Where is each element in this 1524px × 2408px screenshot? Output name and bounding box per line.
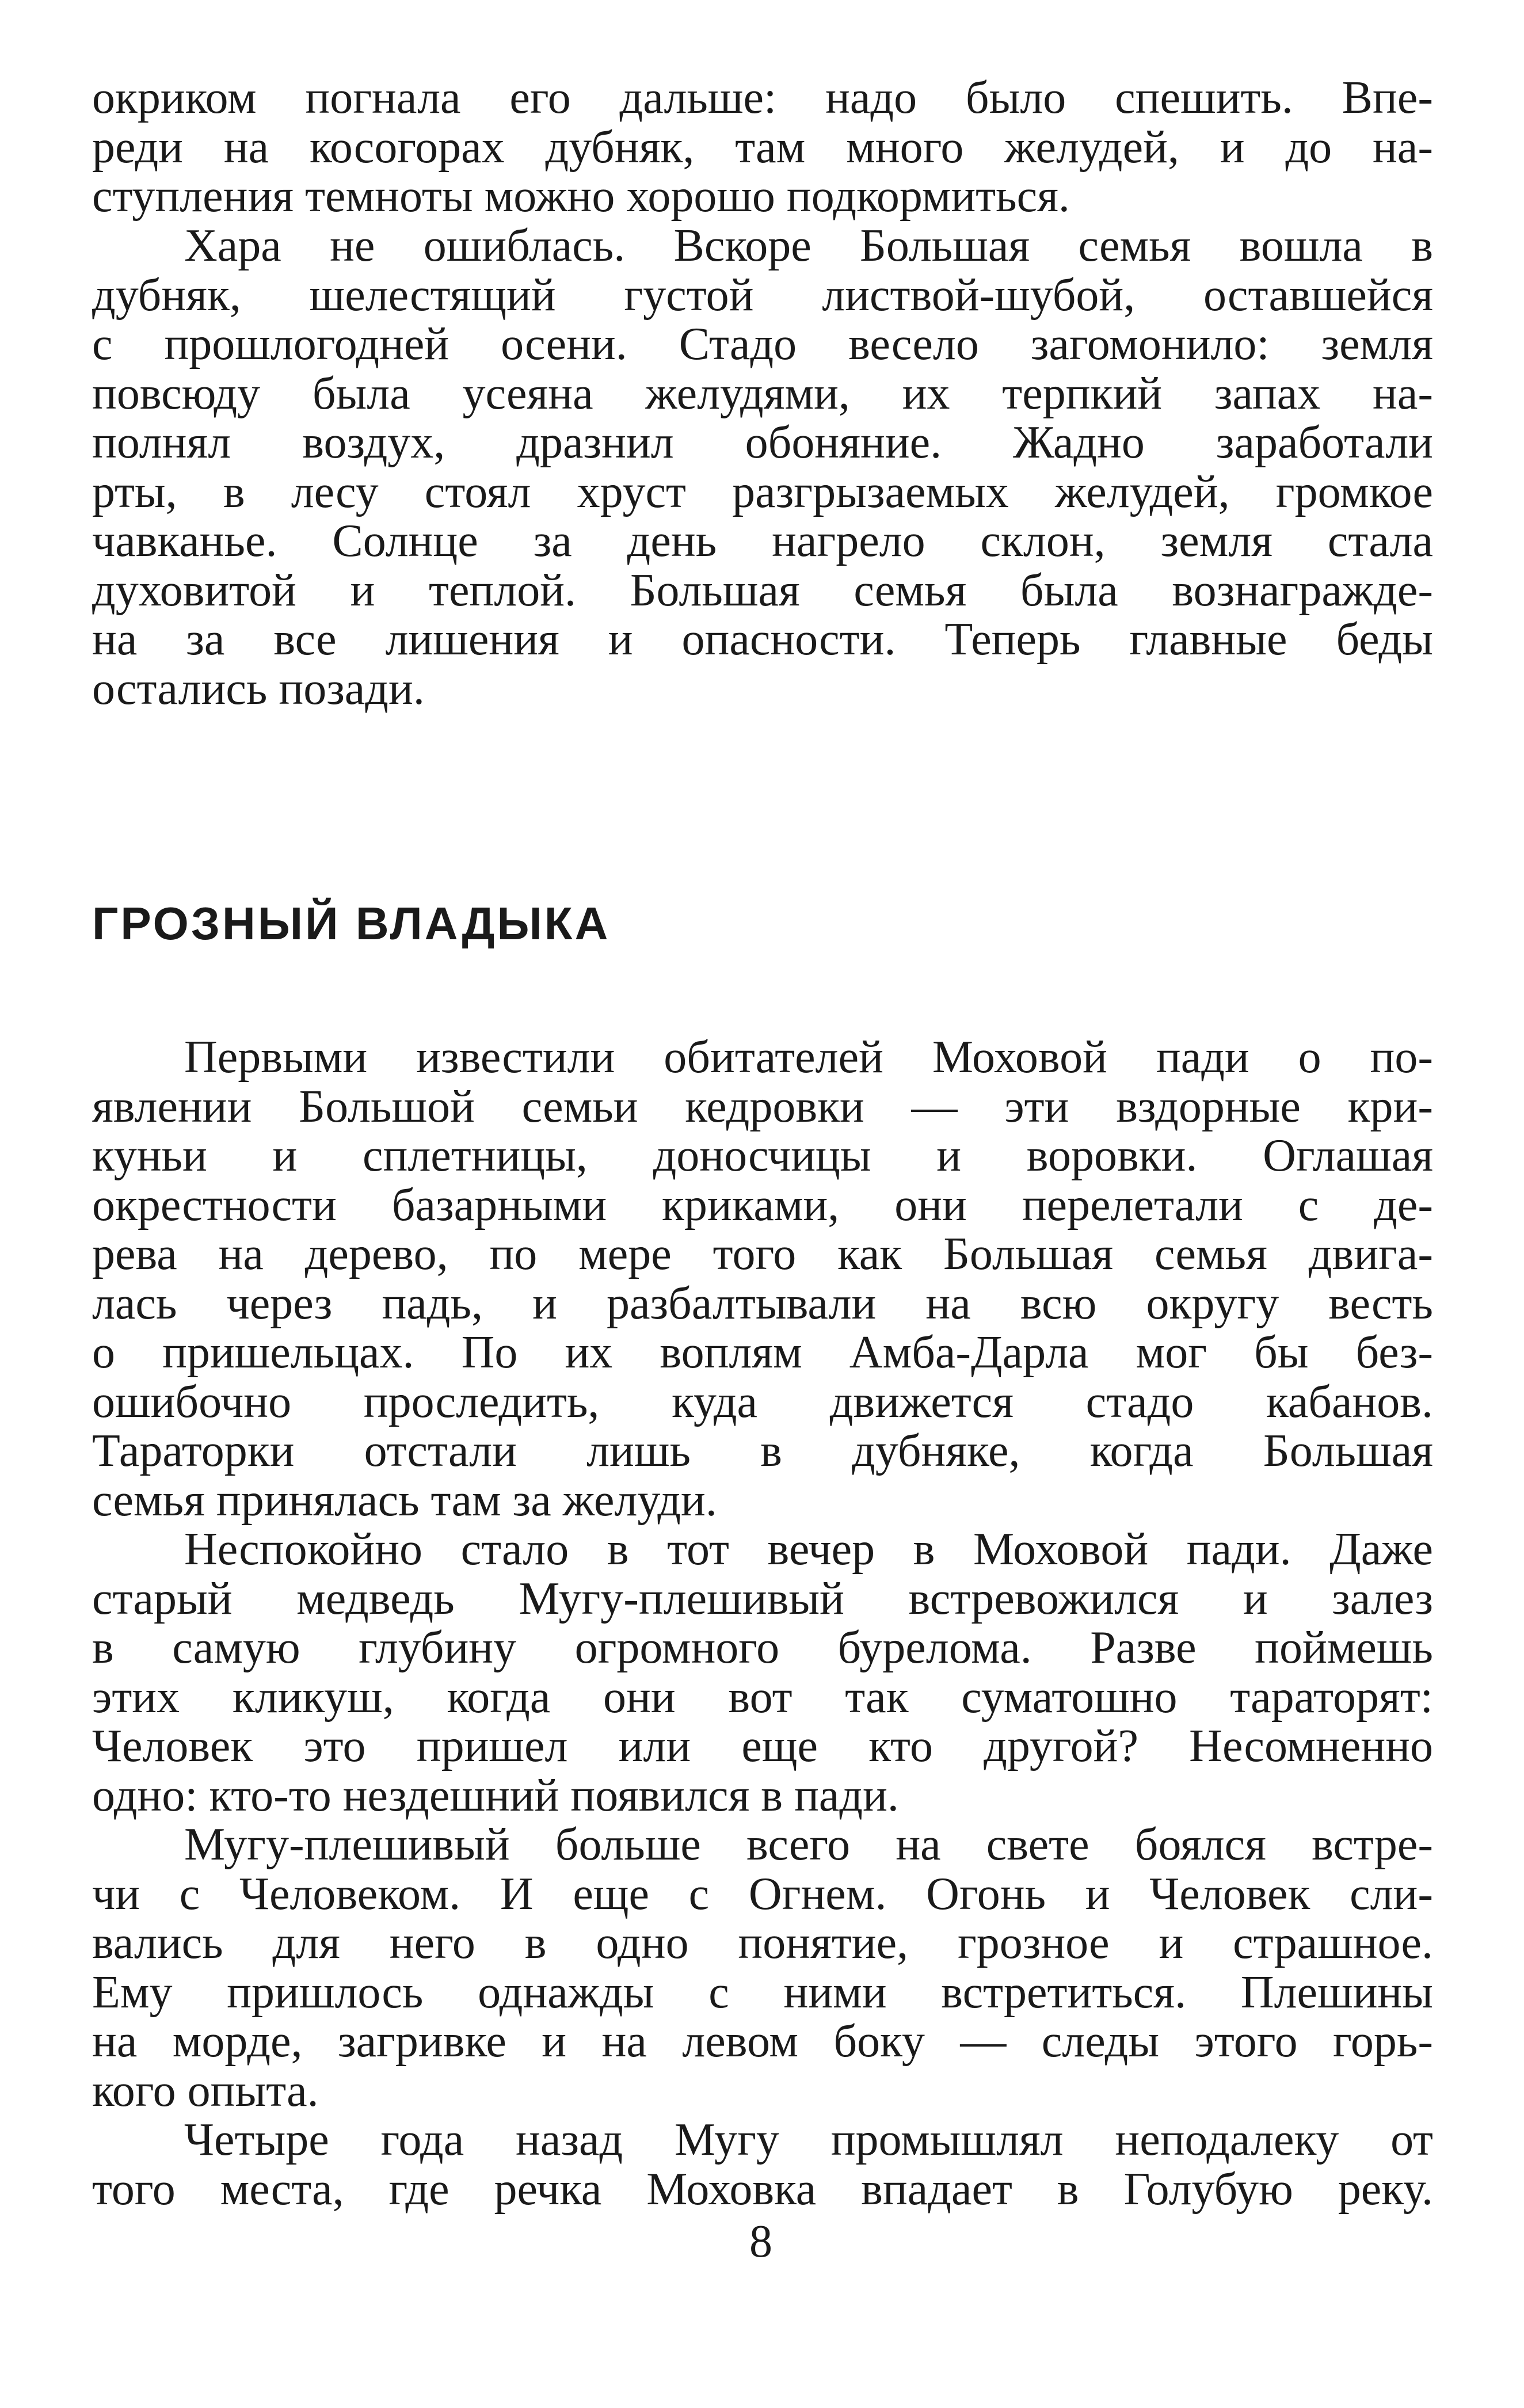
text-line: Неспокойно стало в тот вечер в Моховой пади. Даже	[184, 1524, 1433, 1575]
text-line: чавканье. Солнце за день нагрело склон, земля стала	[92, 516, 1433, 566]
paragraph-continued	[92, 74, 1433, 222]
text-line: ошибочно проследить, куда движется стадо кабанов.	[92, 1376, 1433, 1427]
text-line: Человек это пришел или еще кто другой? Несомненно	[92, 1721, 1433, 1771]
text-line: Первыми известили обитателей Моховой пади о по-	[184, 1032, 1433, 1083]
text-line: этих кликуш, когда они вот так суматошно тараторят:	[92, 1671, 1433, 1723]
text-line: Тараторки отстали лишь в дубняке, когда Большая	[92, 1426, 1433, 1476]
text-line: рты, в лесу стоял хруст разгрызаемых желудей, громкое	[92, 466, 1433, 517]
text-line: Мугу-плешивый больше всего на свете боялся встре-	[184, 1819, 1433, 1870]
text-line: окриком погнала его дальше: надо было спешить. Впе-	[92, 73, 1433, 123]
text-line: духовитой и теплой. Большая семья была вознагражде-	[92, 565, 1433, 616]
text-line: вались для него в одно понятие, грозное и страшное.	[92, 1918, 1433, 1968]
text-line: повсюду была усеяна желудями, их терпкий запах на-	[92, 368, 1433, 419]
text-line: семья принялась там за желуди.	[92, 1474, 717, 1526]
text-line: того места, где речка Моховка впадает в Голубую реку.	[92, 2163, 1433, 2215]
text-line: полнял воздух, дразнил обоняние. Жадно заработали	[92, 417, 1433, 468]
text-line: остались позади.	[92, 663, 425, 714]
paragraph-kedrovki	[92, 1033, 1433, 1525]
text-line: на морде, загривке и на левом боку — следы этого горь-	[92, 2016, 1433, 2067]
text-line: одно: кто-то нездешний появился в пади.	[92, 1770, 899, 1821]
text-line: в самую глубину огромного бурелома. Разве поймешь	[92, 1622, 1433, 1673]
text-line: лась через падь, и разбалтывали на всю округу весть	[92, 1278, 1433, 1329]
text-line: о пришельцах. По их воплям Амба-Дарла мог бы без-	[92, 1327, 1433, 1378]
chapter-title: ГРОЗНЫЙ ВЛАДЫКА	[92, 898, 611, 949]
text-line: рева на дерево, по мере того как Большая семья двига-	[92, 1229, 1433, 1279]
text-line: ступления темноты можно хорошо подкормиться.	[92, 171, 1070, 222]
text-line: окрестности базарными криками, они перелетали с де-	[92, 1179, 1433, 1230]
text-line: чи с Человеком. И еще с Огнем. Огонь и Человек сли-	[92, 1868, 1433, 1919]
paragraph-four-years	[92, 2116, 1433, 2214]
page-number: 8	[749, 2216, 772, 2267]
paragraph-mugu-evening	[92, 1525, 1433, 1820]
paragraph-mugu-fear	[92, 1820, 1433, 2116]
text-line: старый медведь Мугу-плешивый встревожился и залез	[92, 1573, 1433, 1624]
text-line: Ему пришлось однажды с ними встретиться. Плешины	[92, 1967, 1433, 2018]
text-line: реди на косогорах дубняк, там много желудей, и до на-	[92, 121, 1433, 173]
text-line: на за все лишения и опасности. Теперь главные беды	[92, 614, 1433, 665]
book-page	[92, 0, 1433, 2408]
text-line: явлении Большой семьи кедровки — эти вздорные кри-	[92, 1081, 1433, 1132]
paragraph-hara	[92, 222, 1433, 714]
text-line: куньи и сплетницы, доносчицы и воровки. Оглашая	[92, 1130, 1433, 1181]
text-line: с прошлогодней осени. Стадо весело загомонило: земля	[92, 319, 1433, 369]
text-line: кого опыта.	[92, 2065, 319, 2116]
text-line: дубняк, шелестящий густой листвой-шубой, оставшейся	[92, 269, 1433, 321]
text-line: Четыре года назад Мугу промышлял неподалеку от	[184, 2114, 1433, 2165]
text-line: Хара не ошиблась. Вскоре Большая семья вошла в	[184, 220, 1433, 271]
